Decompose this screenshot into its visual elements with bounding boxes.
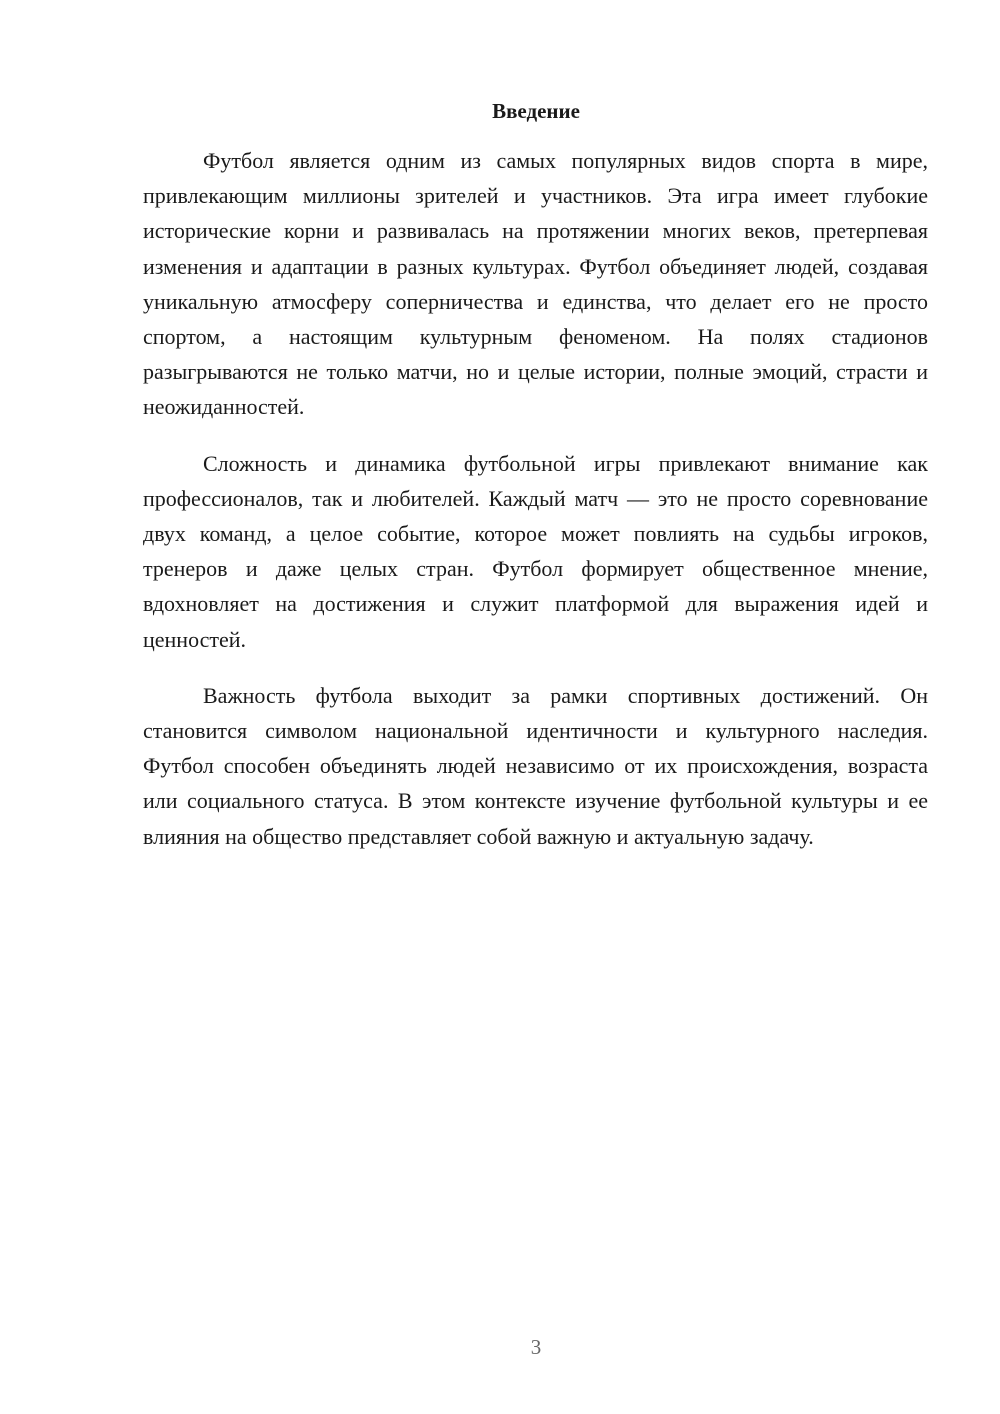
paragraph-3: Важность футбола выходит за рамки спортивных достижений. Он становится символом национальной идентичности и культурного наследия. Футбол способен объединять людей независимо от их происхождения, возраста или социального статуса. В этом контексте изучение футбольной культуры и ее влияния на общество представляет собой важную и актуальную задачу. bbox=[143, 682, 928, 849]
section-heading: Введение bbox=[492, 99, 580, 123]
paragraph-2: Сложность и динамика футбольной игры привлекают внимание как профессионалов, так и любителей. Каждый матч — это не просто соревнование двух команд, а целое событие, которое может повлиять на судьбы игроков, тренеров и даже целых стран. Футбол формирует общественное мнение, вдохновляет на достижения и служит платформой для выражения идей и ценностей. bbox=[143, 450, 928, 652]
body-text bbox=[143, 143, 928, 875]
paragraph-1: Футбол является одним из самых популярных видов спорта в мире, привлекающим миллионы зрителей и участников. Эта игра имеет глубокие исторические корни и развивалась на протяжении многих веков, претерпевая изменения и адаптации в разных культурах. Футбол объединяет людей, создавая уникальную атмосферу соперничества и единства, что делает его не просто спортом, а настоящим культурным феноменом. На полях стадионов разыгрываются не только матчи, но и целые истории, полные эмоций, страсти и неожиданностей. bbox=[143, 148, 928, 420]
page-number: 3 bbox=[530, 1335, 542, 1359]
